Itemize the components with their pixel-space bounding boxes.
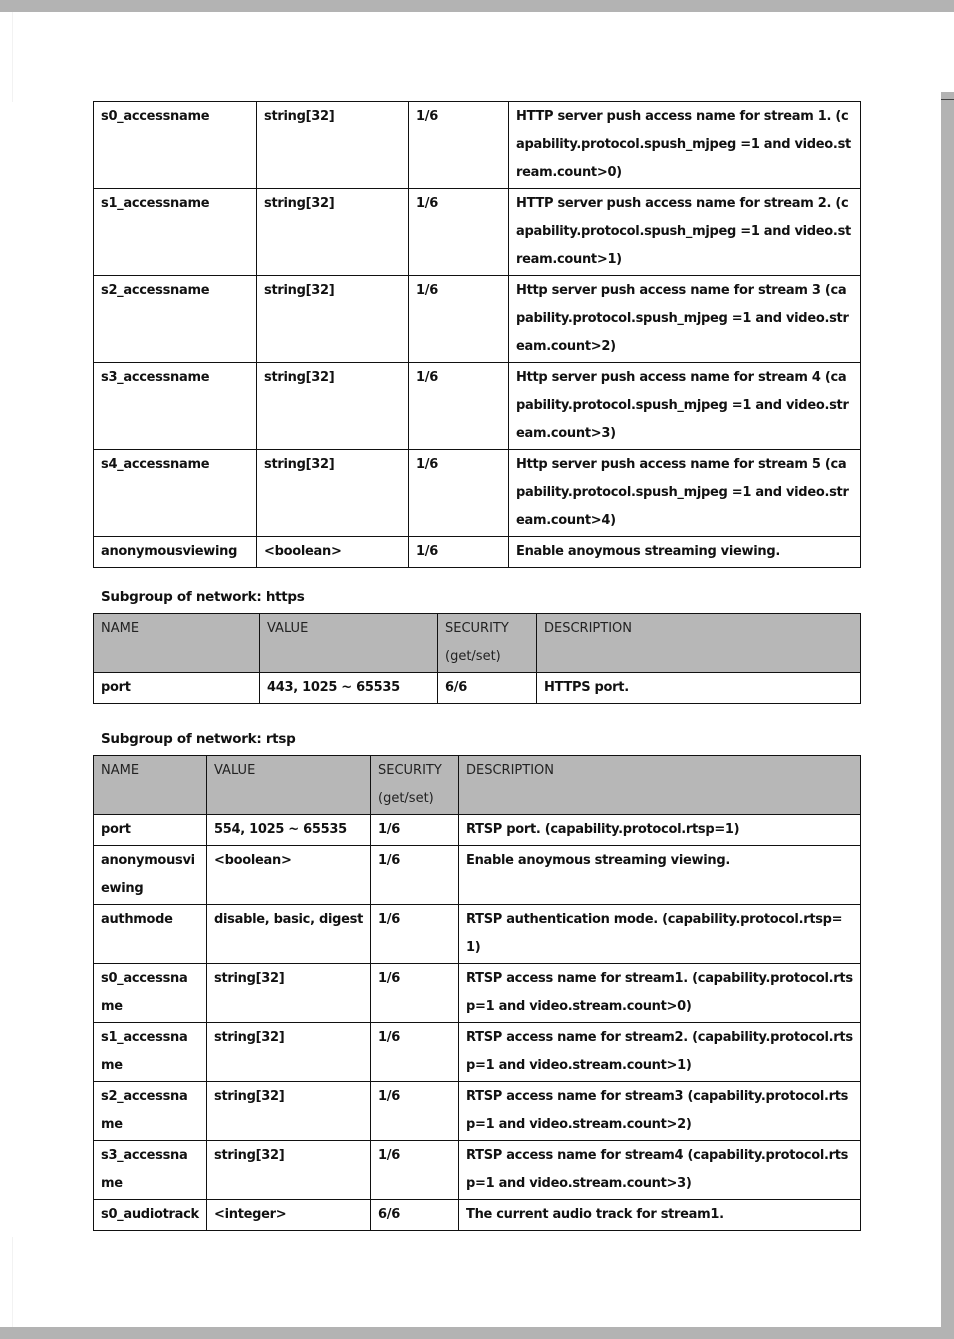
param-name: s0_accessname: [94, 102, 257, 189]
param-name: s3_accessname: [94, 1141, 207, 1200]
param-security: 1/6: [409, 363, 509, 450]
param-value: string[32]: [207, 1082, 371, 1141]
param-security: 1/6: [371, 1023, 459, 1082]
param-description: Http server push access name for stream 4 (capability.protocol.spush_mjpeg =1 and video.stream.count>3): [509, 363, 861, 450]
table-row: [94, 905, 861, 964]
section-title-https: Subgroup of network: https: [101, 589, 305, 605]
param-security: 1/6: [409, 537, 509, 568]
rtsp-parameters-body: [94, 756, 861, 1231]
param-value: string[32]: [207, 1023, 371, 1082]
https-parameters-body: [94, 614, 861, 704]
param-value: <integer>: [207, 1200, 371, 1231]
param-name: s2_accessname: [94, 1082, 207, 1141]
param-security: 1/6: [371, 846, 459, 905]
param-security: 1/6: [371, 964, 459, 1023]
param-description: Enable anoymous streaming viewing.: [509, 537, 861, 568]
page-edge-mark: [941, 99, 954, 100]
table-row: [94, 189, 861, 276]
column-header-description: DESCRIPTION: [459, 756, 861, 815]
table-row: [94, 673, 861, 704]
page-margin-mark: [12, 1237, 13, 1327]
param-security: 1/6: [371, 905, 459, 964]
param-value: 443, 1025 ~ 65535: [260, 673, 438, 704]
param-name: s1_accessname: [94, 189, 257, 276]
page-edge-bottom: [941, 1238, 954, 1327]
table-row: [94, 1141, 861, 1200]
section-title-rtsp: Subgroup of network: rtsp: [101, 731, 296, 747]
param-description: HTTPS port.: [537, 673, 861, 704]
param-name: s0_accessname: [94, 964, 207, 1023]
table-row: [94, 276, 861, 363]
param-description: Http server push access name for stream 3 (capability.protocol.spush_mjpeg =1 and video.stream.count>2): [509, 276, 861, 363]
table-row: [94, 537, 861, 568]
param-description: RTSP access name for stream2. (capability.protocol.rtsp=1 and video.stream.count>1): [459, 1023, 861, 1082]
table-row: [94, 102, 861, 189]
param-name: s4_accessname: [94, 450, 257, 537]
param-value: string[32]: [257, 276, 409, 363]
param-security: 1/6: [409, 450, 509, 537]
table-header-row: [94, 756, 861, 815]
param-security: 6/6: [438, 673, 537, 704]
param-value: <boolean>: [257, 537, 409, 568]
param-name: authmode: [94, 905, 207, 964]
param-description: RTSP access name for stream1. (capability.protocol.rtsp=1 and video.stream.count>0): [459, 964, 861, 1023]
param-security: 1/6: [371, 1082, 459, 1141]
param-value: 554, 1025 ~ 65535: [207, 815, 371, 846]
table-header-row: [94, 614, 861, 673]
param-description: RTSP authentication mode. (capability.protocol.rtsp=1): [459, 905, 861, 964]
column-header-name: NAME: [94, 614, 260, 673]
param-description: Enable anoymous streaming viewing.: [459, 846, 861, 905]
table-row: [94, 1023, 861, 1082]
param-name: port: [94, 673, 260, 704]
table-row: [94, 964, 861, 1023]
table-row: [94, 846, 861, 905]
rtsp-parameters-table: [93, 755, 861, 1231]
param-value: string[32]: [207, 1141, 371, 1200]
param-value: string[32]: [257, 189, 409, 276]
table-row: [94, 1082, 861, 1141]
http-parameters-table: [93, 101, 861, 568]
param-security: 1/6: [409, 102, 509, 189]
column-header-security: SECURITY (get/set): [371, 756, 459, 815]
param-value: disable, basic, digest: [207, 905, 371, 964]
http-parameters-body: [94, 102, 861, 568]
https-parameters-table: [93, 613, 861, 704]
table-row: [94, 1200, 861, 1231]
table-row: [94, 450, 861, 537]
param-security: 1/6: [409, 276, 509, 363]
param-description: HTTP server push access name for stream 2. (capability.protocol.spush_mjpeg =1 and video.stream.count>1): [509, 189, 861, 276]
param-description: HTTP server push access name for stream 1. (capability.protocol.spush_mjpeg =1 and video.stream.count>0): [509, 102, 861, 189]
param-name: s2_accessname: [94, 276, 257, 363]
param-name: s0_audiotrack: [94, 1200, 207, 1231]
column-header-value: VALUE: [260, 614, 438, 673]
param-name: port: [94, 815, 207, 846]
column-header-description: DESCRIPTION: [537, 614, 861, 673]
page-margin-mark: [12, 12, 13, 102]
param-security: 1/6: [409, 189, 509, 276]
param-name: anonymousviewing: [94, 537, 257, 568]
param-value: <boolean>: [207, 846, 371, 905]
param-value: string[32]: [207, 964, 371, 1023]
param-value: string[32]: [257, 102, 409, 189]
param-name: s3_accessname: [94, 363, 257, 450]
column-header-value: VALUE: [207, 756, 371, 815]
page-edge-top: [941, 12, 954, 92]
param-value: string[32]: [257, 363, 409, 450]
column-header-security: SECURITY (get/set): [438, 614, 537, 673]
param-description: RTSP access name for stream4 (capability.protocol.rtsp=1 and video.stream.count>3): [459, 1141, 861, 1200]
table-row: [94, 363, 861, 450]
param-value: string[32]: [257, 450, 409, 537]
param-description: Http server push access name for stream 5 (capability.protocol.spush_mjpeg =1 and video.stream.count>4): [509, 450, 861, 537]
param-security: 1/6: [371, 815, 459, 846]
param-name: s1_accessname: [94, 1023, 207, 1082]
param-security: 6/6: [371, 1200, 459, 1231]
table-row: [94, 815, 861, 846]
column-header-name: NAME: [94, 756, 207, 815]
param-description: The current audio track for stream1.: [459, 1200, 861, 1231]
param-description: RTSP access name for stream3 (capability.protocol.rtsp=1 and video.stream.count>2): [459, 1082, 861, 1141]
param-name: anonymousviewing: [94, 846, 207, 905]
param-security: 1/6: [371, 1141, 459, 1200]
param-description: RTSP port. (capability.protocol.rtsp=1): [459, 815, 861, 846]
